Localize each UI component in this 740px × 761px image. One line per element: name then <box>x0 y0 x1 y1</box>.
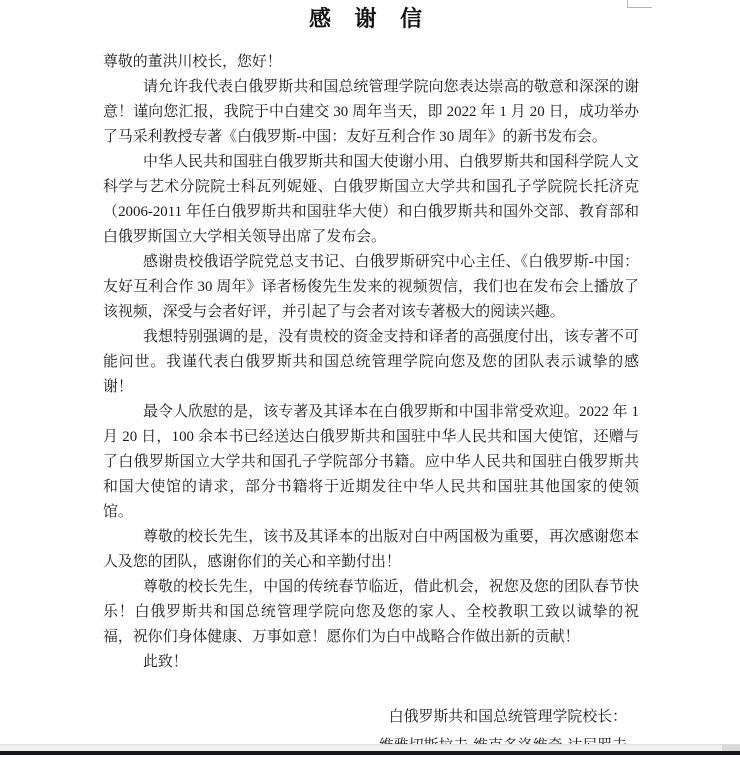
closing-line: 此致！ <box>143 654 188 670</box>
signature-title-line: 白俄罗斯共和国总统管理学院校长： <box>388 709 627 725</box>
paragraph: 最令人欣慰的是，该专著及其译本在白俄罗斯和中国非常受欢迎。2022 年 1 月 20 日，100 余本书已经送达白俄罗斯共和国驻中华人民共和国大使馆，还赠与了白俄罗斯国立大学共和国孔子学院部分书籍。应中华人民共和国驻白俄罗斯共和国大使馆的请求，部分书籍将于近期发往中华人民共和国驻其他国家的使领馆。 <box>103 404 639 520</box>
letter-body <box>103 50 639 744</box>
salutation-line: 尊敬的董洪川校长，您好！ <box>103 54 282 70</box>
paragraph: 感谢贵校俄语学院党总支书记、白俄罗斯研究中心主任、《白俄罗斯-中国：友好互利合作 30 周年》译者杨俊先生发来的视频贺信，我们也在发布会上播放了该视频，深受与会者好评，并引起了与会者对该专著极大的阅读兴趣。 <box>103 254 639 320</box>
taskbar-edge <box>0 751 740 755</box>
paragraph: 中华人民共和国驻白俄罗斯共和国大使谢小用、白俄罗斯共和国科学院人文科学与艺术分院院士科瓦列妮娅、白俄罗斯国立大学共和国孔子学院院长托济克（2006-2011 年任白俄罗斯共和国驻华大使）和白俄罗斯共和国外交部、教育部和白俄罗斯国立大学相关领导出席了发布会。 <box>103 154 639 245</box>
paragraph: 尊敬的校长先生，该书及其译本的出版对白中两国极为重要，再次感谢您本人及您的团队，感谢你们的关心和辛勤付出！ <box>103 529 639 570</box>
document-title: 感 谢 信 <box>308 6 431 31</box>
paragraph: 我想特别强调的是，没有贵校的资金支持和译者的高强度付出，该专著不可能问世。我谨代表白俄罗斯共和国总统管理学院向您及您的团队表示诚挚的感谢！ <box>103 329 639 395</box>
paragraph: 请允许我代表白俄罗斯共和国总统管理学院向您表达崇高的敬意和深深的谢意！谨向您汇报，我院于中白建交 30 周年当天，即 2022 年 1 月 20 日，成功举办了马采利教授专著《白俄罗斯-中国：友好互利合作 30 周年》的新书发布会。 <box>103 79 639 145</box>
paragraph: 尊敬的校长先生，中国的传统春节临近，借此机会，祝您及您的团队春节快乐！白俄罗斯共和国总统管理学院向您及您的家人、全校教职工致以诚挚的祝福，祝你们身体健康、万事如意！愿你们为白中战略合作做出新的贡献！ <box>103 579 639 645</box>
status-bar-strip <box>0 744 740 751</box>
